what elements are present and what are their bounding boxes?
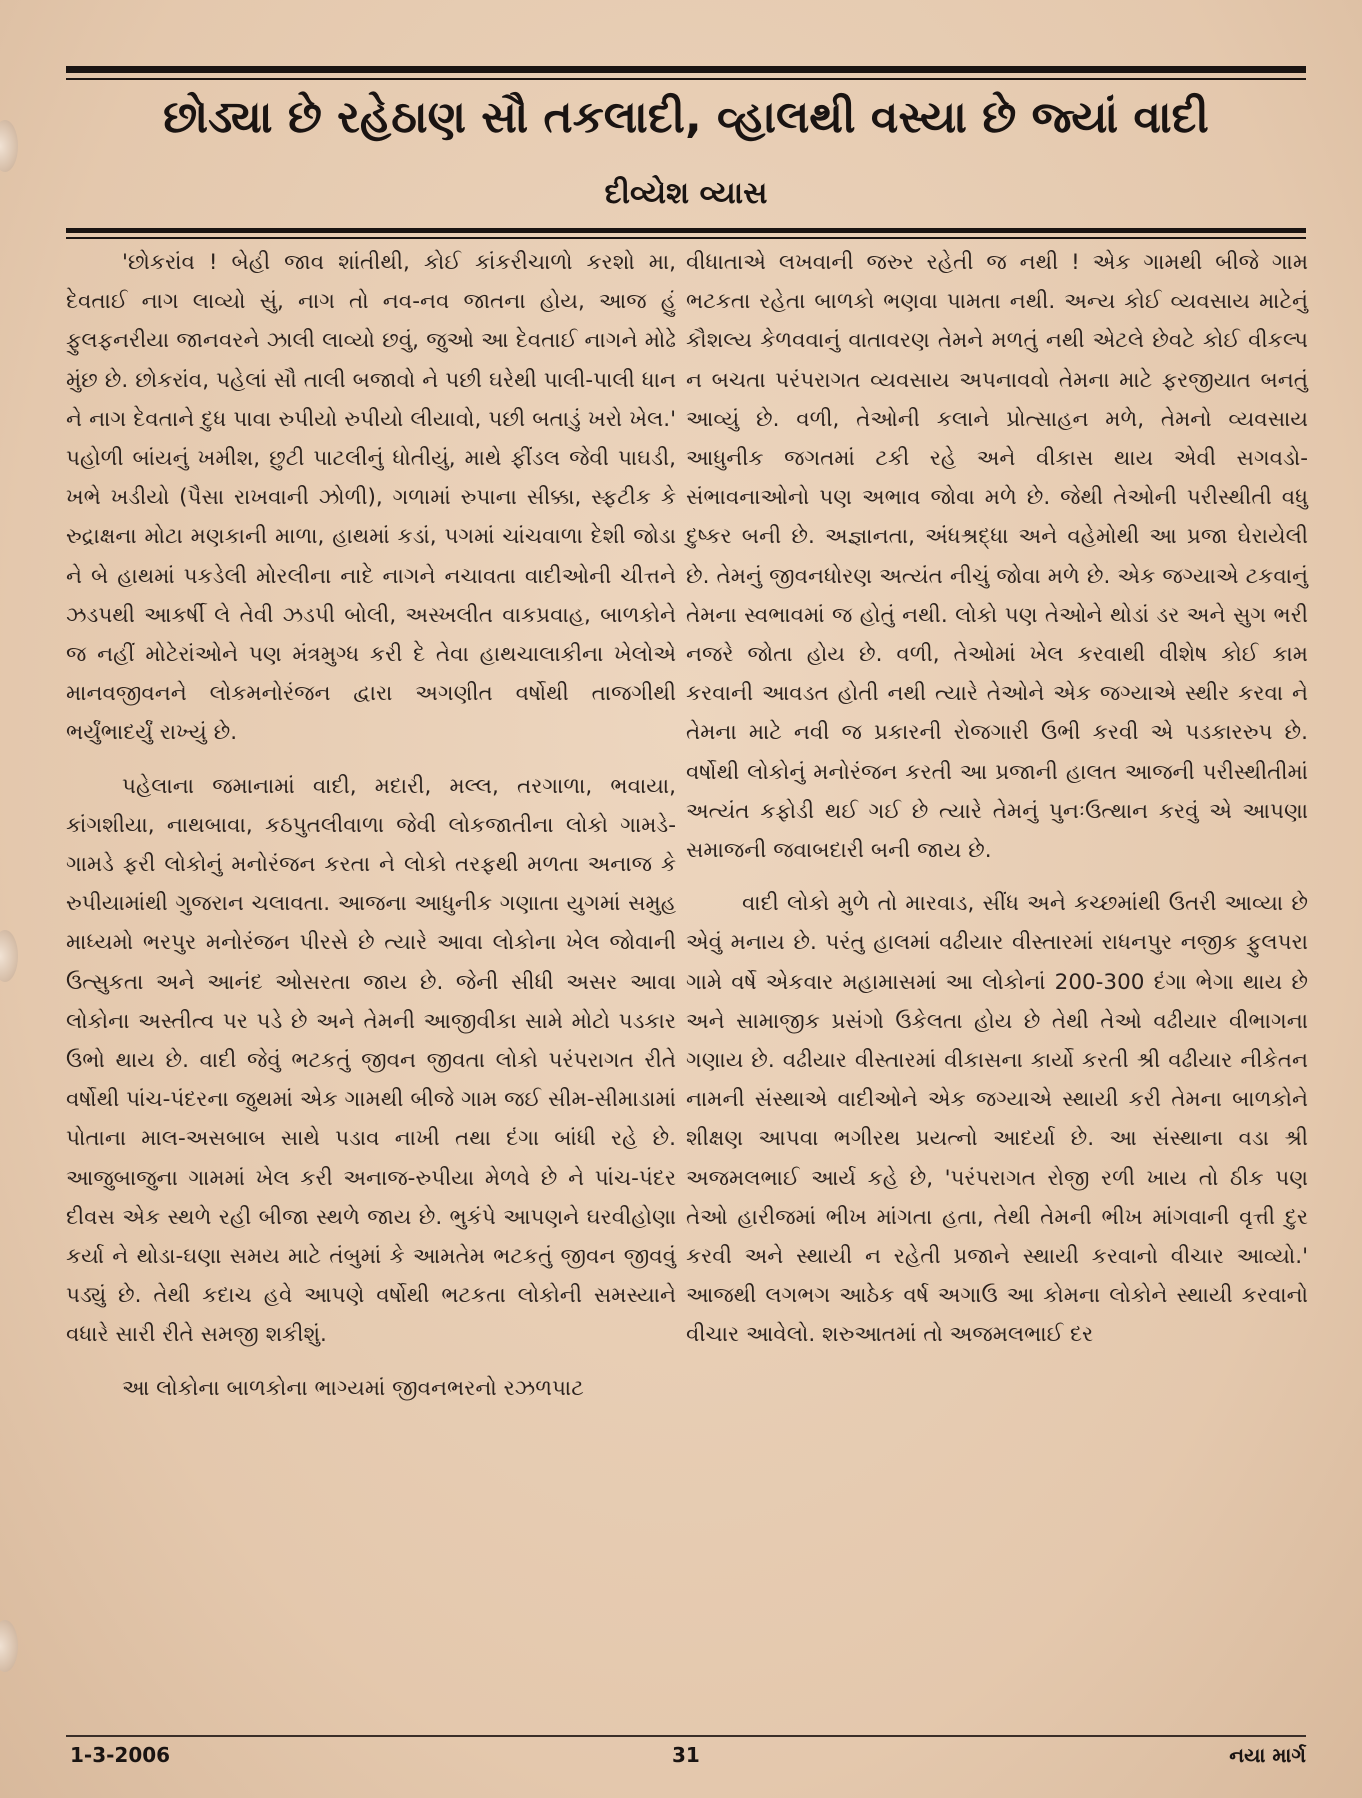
paragraph: પહેલાના જમાનામાં વાદી, મદારી, મલ્લ, તરગાળા, ભવાયા, કાંગશીયા, નાથબાવા, કઠપુતલીવાળા જેવી લોકજાતીના લોકો ગામડે-ગામડે ફરી લોકોનું મનોરંજન કરતા ને લોકો તરફથી મળતા અનાજ કે રુપીયામાંથી ગુજરાન ચલાવતા. આજના આધુનીક ગણાતા યુગમાં સમુહ માધ્યમો ભરપુર મનોરંજન પીરસે છે ત્યારે આવા લોકોના ખેલ જોવાની ઉત્સુકતા અને આનંદ ઓસરતા જાય છે. જેની સીધી અસર આવા લોકોના અસ્તીત્વ પર પડે છે અને તેમની આજીવીકા સામે મોટો પડકાર ઉભો થાય છે. વાદી જેવું ભટકતું જીવન જીવતા લોકો પરંપરાગત રીતે વર્ષોથી પાંચ-પંદરના જુથમાં એક ગામથી બીજે ગામ જઈ સીમ-સીમાડામાં પોતાના માલ-અસબાબ સાથે પડાવ નાખી તથા દંગા બાંધી રહે છે. આજુબાજુના ગામમાં ખેલ કરી અનાજ-રુપીયા મેળવે છે ને પાંચ-પંદર દીવસ એક સ્થળે રહી બીજા સ્થળે જાય છે. ભુકંપે આપણને ઘરવીહોણા કર્યા ને થોડા-ઘણા સમય માટે તંબુમાં કે આમતેમ ભટકતું જીવન જીવવું પડ્યું છે. તેથી કદાચ હવે આપણે વર્ષોથી ભટકતા લોકોની સમસ્યાને વધારે સારી રીતે સમજી શકીશું. [66, 773, 676, 1348]
paragraph: વાદી લોકો મુળે તો મારવાડ, સીંધ અને કચ્છમાંથી ઉતરી આવ્યા છે એવું મનાય છે. પરંતુ હાલમાં વઢીયાર વીસ્તારમાં રાધનપુર નજીક ફુલપરા ગામે વર્ષે એકવાર મહામાસમાં આ લોકોનાં 200-300 દંગા ભેગા થાય છે અને સામાજીક પ્રસંગો ઉકેલતા હોય છે તેથી તેઓ વઢીયાર વીભાગના ગણાય છે. વઢીયાર વીસ્તારમાં વીકાસના કાર્યો કરતી શ્રી વઢીયાર નીકેતન નામની સંસ્થાએ વાદીઓને એક જગ્યાએ સ્થાયી કરી તેમના બાળકોને શીક્ષણ આપવા ભગીરથ પ્રયત્નો આદર્યા છે. આ સંસ્થાના વડા શ્રી અજમલભાઈ આર્ય કહે છે, 'પરંપરાગત રોજી રળી ખાય તો ઠીક પણ તેઓ હારીજમાં ભીખ માંગતા હતા, તેથી તેમની ભીખ માંગવાની વૃત્તી દુર કરવી અને સ્થાયી ન રહેતી પ્રજાને સ્થાયી કરવાનો વીચાર આવ્યો.' આજથી લગભગ આઠેક વર્ષ અગાઉ આ કોમના લોકોને સ્થાયી કરવાનો વીચાર આવેલો. શરુઆતમાં તો અજમલભાઈ દર [686, 891, 1308, 1348]
paragraph: વીધાતાએ લખવાની જરુર રહેતી જ નથી ! એક ગામથી બીજે ગામ ભટકતા રહેતા બાળકો ભણવા પામતા નથી. અન્ય કોઈ વ્યવસાય માટેનું કૌશલ્ય કેળવવાનું વાતાવરણ તેમને મળતું નથી એટલે છેવટે કોઈ વીકલ્પ ન બચતા પરંપરાગત વ્યવસાય અપનાવવો તેમના માટે ફરજીયાત બનતું આવ્યું છે. વળી, તેઓની કલાને પ્રોત્સાહન મળે, તેમનો વ્યવસાય આધુનીક જગતમાં ટકી રહે અને વીકાસ થાય એવી સગવડો-સંભાવનાઓનો પણ અભાવ જોવા મળે છે. જેથી તેઓની પરીસ્થીતી વધુ દુષ્કર બની છે. અજ્ઞાનતા, અંધશ્રદ્ધા અને વહેમોથી આ પ્રજા ઘેરાયેલી છે. તેમનું જીવનધોરણ અત્યંત નીચું જોવા મળે છે. એક જગ્યાએ ટકવાનું તેમના સ્વભાવમાં જ હોતું નથી. લોકો પણ તેઓને થોડાં ડર અને સુગ ભરી નજરે જોતા હોય છે. વળી, તેઓમાં ખેલ કરવાથી વીશેષ કોઈ કામ કરવાની આવડત હોતી નથી ત્યારે તેઓને એક જગ્યાએ સ્થીર કરવા ને તેમના માટે નવી જ પ્રકારની રોજગારી ઉભી કરવી એ પડકારરુપ છે. વર્ષોથી લોકોનું મનોરંજન કરતી આ પ્રજાની હાલત આજની પરીસ્થીતીમાં અત્યંત કફોડી થઈ ગઈ છે ત્યારે તેમનું પુનઃઉત્થાન કરવું એ આપણા સમાજની જવાબદારી બની જાય છે. [686, 250, 1308, 864]
paragraph: આ લોકોના બાળકોના ભાગ્યમાં જીવનભરનો રઝળપાટ [122, 1375, 584, 1401]
left-column [66, 243, 676, 1422]
punch-hole [0, 930, 18, 982]
footer-rule [66, 1735, 1306, 1737]
punch-hole [0, 1620, 18, 1672]
page-number: 31 [672, 1743, 700, 1767]
footer-date: 1-3-2006 [70, 1743, 171, 1767]
publication-name: નયા માર્ગ [1229, 1743, 1306, 1767]
article-title: છોડ્યા છે રહેઠાણ સૌ તકલાદી, વ્હાલથી વસ્યા છે જ્યાં વાદી [163, 92, 1209, 143]
article-author: દીવ્યેશ વ્યાસ [604, 176, 768, 211]
right-column [686, 243, 1308, 1369]
punch-hole [0, 120, 18, 172]
header-rule-thin [66, 78, 1306, 80]
byline-rule-thick [66, 228, 1306, 233]
byline-rule-thin [66, 237, 1306, 239]
header-rule-thick [66, 66, 1306, 73]
paragraph: 'છોકરાંવ ! બેહી જાવ શાંતીથી, કોઈ કાંકરીચાળો કરશો મા, દેવતાઈ નાગ લાવ્યો સું, નાગ તો નવ-નવ જાતના હોય, આજ હું ફુલફનરીયા જાનવરને ઝાલી લાવ્યો છવું, જુઓ આ દેવતાઈ નાગને મોઢે મુંછ છે. છોકરાંવ, પહેલાં સૌ તાલી બજાવો ને પછી ઘરેથી પાલી-પાલી ધાન ને નાગ દેવતાને દુધ પાવા રુપીયો રુપીયો લીયાવો, પછી બતાડું ખરો ખેલ.' પહોળી બાંયનું ખમીશ, છુટી પાટલીનું ધોતીયું, માથે ફીંડલ જેવી પાઘડી, ખભે ખડીયો (પૈસા રાખવાની ઝોળી), ગળામાં રુપાના સીક્કા, સ્ફટીક કે રુદ્રાક્ષના મોટા મણકાની માળા, હાથમાં કડાં, પગમાં ચાંચવાળા દેશી જોડા ને બે હાથમાં પકડેલી મોરલીના નાદે નાગને નચાવતા વાદીઓની ચીત્તને ઝડપથી આકર્ષી લે તેવી ઝડપી બોલી, અસ્ખલીત વાકપ્રવાહ, બાળકોને જ નહીં મોટેરાંઓને પણ મંત્રમુગ્ધ કરી દે તેવા હાથચાલાકીના ખેલોએ માનવજીવનને લોકમનોરંજન દ્વારા અગણીત વર્ષોથી તાજગીથી ભર્યુંભાદર્યું રાખ્યું છે. [66, 250, 676, 746]
